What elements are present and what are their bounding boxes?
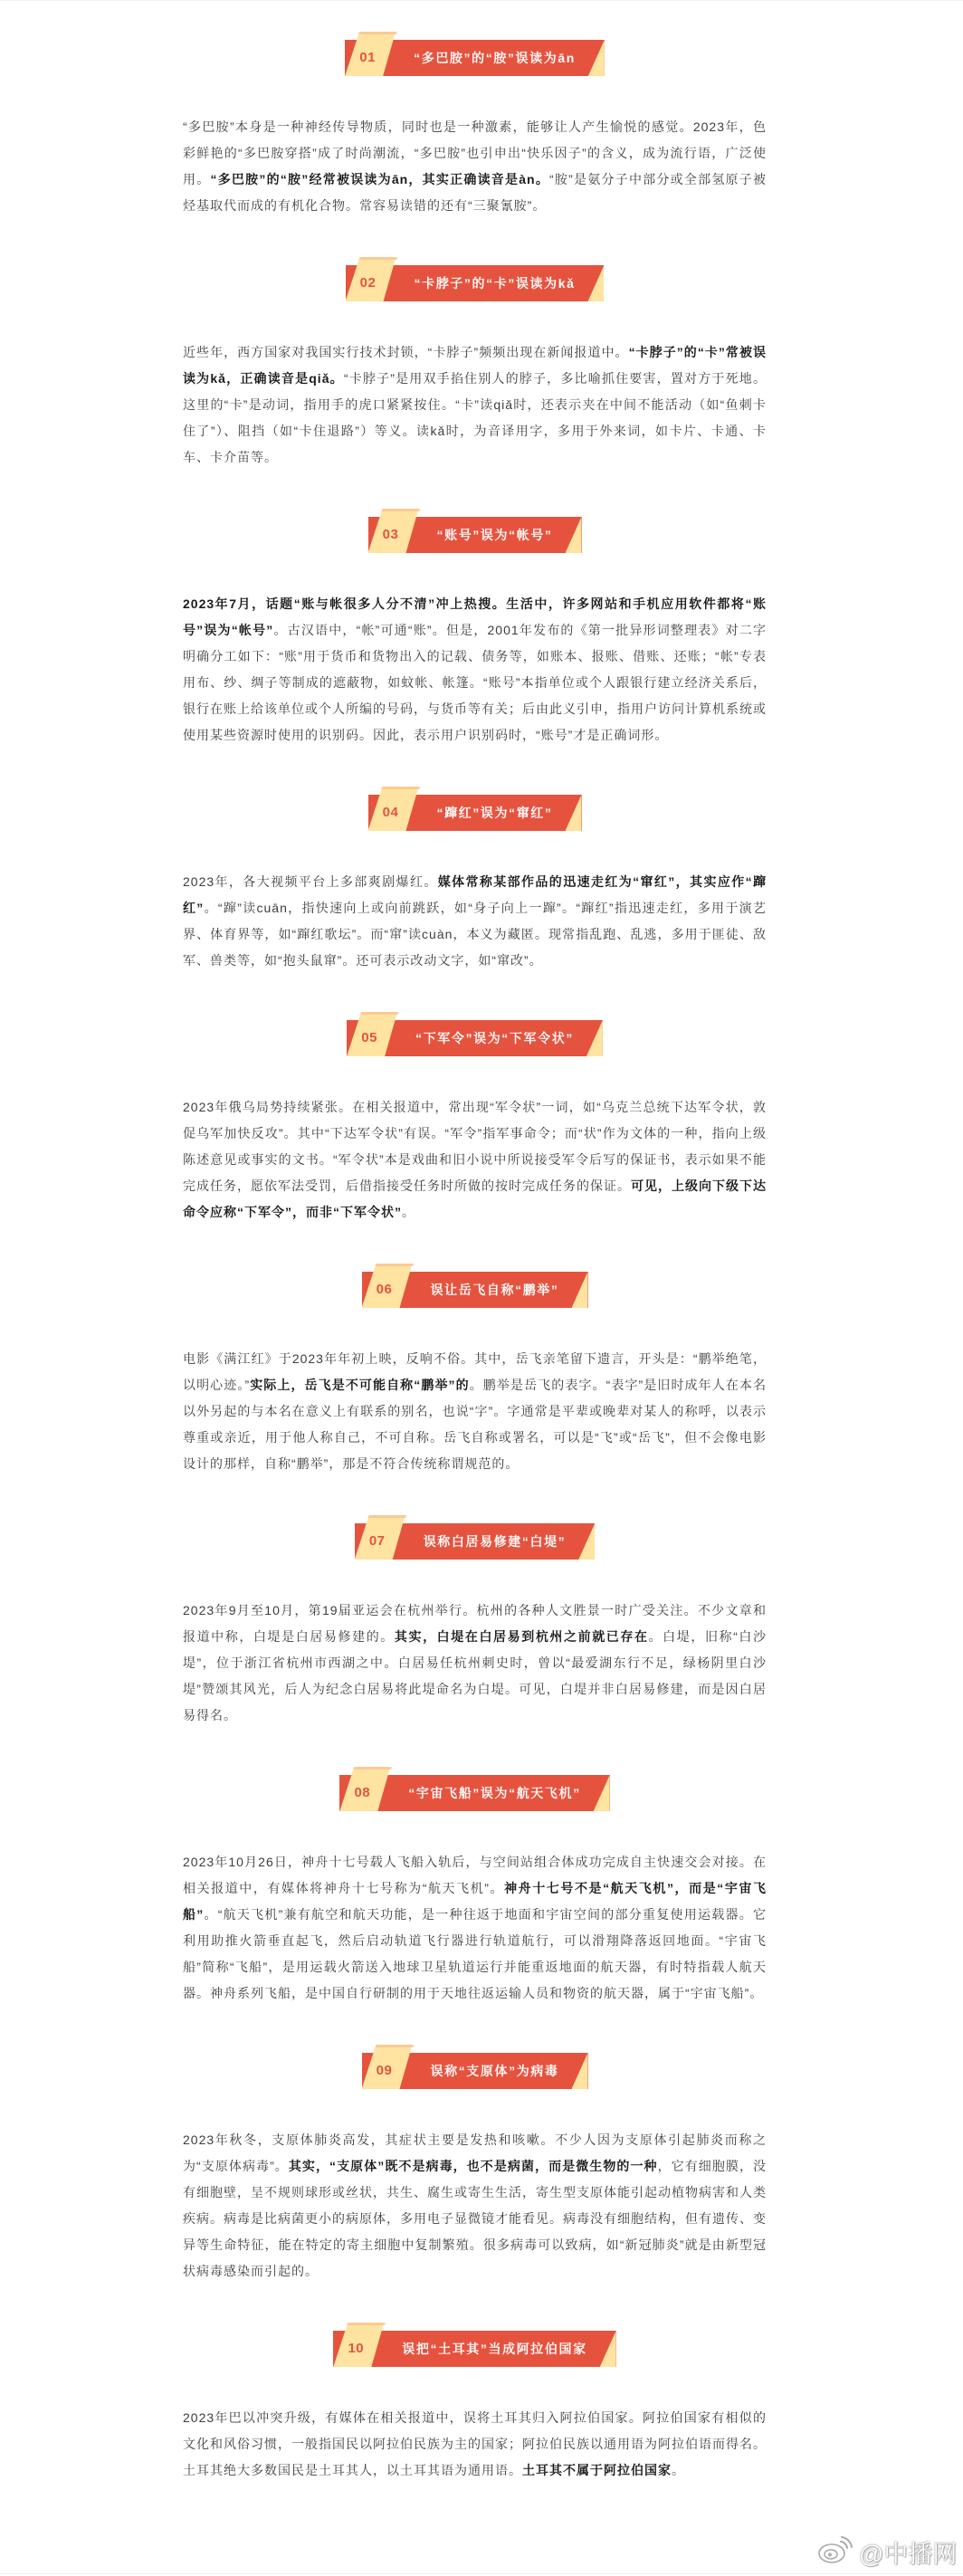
section-number: 05 [361, 1030, 377, 1045]
badge-corner-decoration [566, 517, 582, 553]
section-header [183, 1523, 767, 1560]
body-text: “胺”是氨分子中部分或全部氢原子被烃基取代而成的有机化合物。常容易读错的还有“三聚氰胺”。 [183, 172, 768, 213]
body-text: 。 [402, 1205, 415, 1219]
section-header [183, 40, 767, 76]
body-highlight: “多巴胺”的“胺”经常被误读为ān，其实正确读音是àn。 [210, 172, 550, 186]
section-number: 02 [359, 275, 377, 291]
badge-tab-shadow [368, 509, 421, 511]
section-badge [345, 40, 605, 76]
section-badge [333, 2331, 615, 2367]
watermark [817, 2534, 957, 2570]
section-number: 08 [354, 1785, 371, 1800]
section-number: 06 [376, 1282, 393, 1297]
section-badge [362, 2053, 588, 2089]
section-title: 误称“支原体”为病毒 [430, 2064, 559, 2078]
badge-tab-shadow [346, 257, 398, 260]
section-body [183, 1598, 767, 1729]
body-text: 。“航天飞机”兼有航空和航天功能，是一种往返于地面和宇宙空间的部分重复使用运载器。它利用助推火箭垂直起飞，然后启动轨道飞行器进行轨道航行，可以滑翔降落返回地面。“宇宙飞船”简称“飞船”，是用运载火箭送入地球卫星轨道运行并能重返地面的航天器，有时特指载人航天器。神舟系列飞船，是中国自行研制的用于天地往返运输人员和物资的航天器，属于“宇宙飞船”。 [183, 1907, 767, 2000]
section-badge [355, 1523, 596, 1560]
badge-tab-shadow [345, 32, 397, 34]
badge-tab-shadow [339, 1767, 392, 1770]
body-text: 2023年俄乌局势持续紧张。在相关报道中，常出现“军令状”一词，如“乌克兰总统下达军令状，敦促乌军加快反攻”。其中“下达军令状”有误。“军令”指军事命令；而“状”作为文体的一种，指向上级陈述意见或事实的文书。“军令状”本是戏曲和旧小说中所说接受军令后写的保证书，表示如果不能完成任务，愿依军法受罚，后借指接受任务时所做的按时完成任务的保证。 [183, 1100, 767, 1193]
section-badge [347, 1020, 603, 1056]
section-header [183, 2331, 767, 2367]
badge-tab-shadow [333, 2323, 386, 2325]
section-header [183, 517, 767, 553]
body-highlight: “卡脖子”的“卡”常被误读为kǎ，正确读音是qiǎ。 [183, 345, 768, 386]
section-09 [183, 2053, 767, 2285]
body-text: 。 [672, 2463, 685, 2477]
section-08 [183, 1775, 767, 2007]
section-header [183, 1020, 767, 1056]
section-body [183, 2405, 767, 2484]
body-text: ，它有细胞膜，没有细胞壁，呈不规则球形或丝状，共生、腐生或寄生生活，寄生型支原体能引起动植物病害和人类疾病。病毒是比病菌更小的病原体，多用电子显微镜才能看见。病毒没有细胞结构，但有遗传、变异等生命特征，能在特定的寄主细胞中复制繁殖。很多病毒可以致病，如“新冠肺炎”就是由新型冠状病毒感染而引起的。 [183, 2159, 768, 2278]
section-number: 07 [368, 1533, 386, 1549]
section-title: 误把“土耳其”当成阿拉伯国家 [402, 2342, 587, 2356]
section-header [183, 265, 767, 301]
section-body [183, 591, 767, 749]
badge-tab-shadow [347, 1012, 399, 1015]
section-07 [183, 1523, 767, 1729]
badge-tab-shadow [362, 1264, 415, 1266]
section-body [183, 1346, 767, 1477]
section-body [183, 869, 767, 974]
body-text: 2023年巴以冲突升级，有媒体在相关报道中，误将土耳其归入阿拉伯国家。阿拉伯国家有相似的文化和风俗习惯，一般指国民以阿拉伯民族为主的国家；阿拉伯民族以通用语为阿拉伯语而得名。土耳其绝大多数国民是土耳其人，以土耳其语为通用语。 [183, 2410, 767, 2477]
section-05 [183, 1020, 767, 1226]
section-06 [183, 1272, 767, 1477]
section-header [183, 795, 767, 831]
body-text: “卡脖子”是用双手掐住别人的脖子，多比喻抓住要害，置对方于死地。这里的“卡”是动词，指用手的虎口紧紧按住。“卡”读qiǎ时，还表示夹在中间不能活动（如“鱼刺卡住了”）、阻挡（如“卡住退路”）等义。读kǎ时，为音译用字，多用于外来词，如卡片、卡通、卡车、卡介苗等。 [183, 371, 767, 464]
section-10 [183, 2331, 767, 2484]
body-text: 。“蹿”读cuān，指快速向上或向前跳跃，如“身子向上一蹿”。“蹿红”指迅速走红，多用于演艺界、体育界等，如“蹿红歌坛”。而“窜”读cuàn，本义为藏匿。现常指乱跑、乱逃，多用于匪徒、敌军、兽类等，如“抱头鼠窜”。还可表示改动文字，如“窜改”。 [183, 901, 767, 968]
body-highlight: 实际上，岳飞是不可能自称“鹏举”的 [250, 1378, 470, 1392]
section-04 [183, 795, 767, 974]
body-highlight: 其实，“支原体”既不是病毒，也不是病菌，而是微生物的一种 [288, 2159, 658, 2173]
section-body [183, 2127, 767, 2285]
body-text: 电影《满江红》于2023年年初上映，反响不俗。其中，岳飞亲笔留下遗言，开头是：“鹏举绝笔，以明心迹。” [183, 1351, 767, 1392]
body-highlight: 土耳其不属于阿拉伯国家 [522, 2463, 672, 2477]
badge-corner-decoration [600, 2331, 616, 2367]
section-header [183, 2053, 767, 2089]
article-column [183, 0, 767, 2530]
section-title: 误让岳飞自称“鹏举” [430, 1283, 559, 1297]
section-header [183, 1272, 767, 1308]
section-badge [368, 517, 582, 553]
body-text: 2023年9月至10月，第19届亚运会在杭州举行。杭州的各种人文胜景一时广受关注。不少文章和报道中称，白堤是白居易修建的。 [183, 1603, 767, 1644]
section-03 [183, 517, 767, 749]
body-highlight: 可见，上级向下级下达命令应称“下军令”，而非“下军令状” [183, 1178, 767, 1219]
body-text: “多巴胺”本身是一种神经传导物质，同时也是一种激素，能够让人产生愉悦的感觉。2023年，色彩鲜艳的“多巴胺穿搭”成了时尚潮流，“多巴胺”也引申出“快乐因子”的含义，成为流行语，广泛使用。 [183, 119, 767, 186]
body-highlight: 媒体常称某部作品的迅速走红为“窜红”，其实应作“蹿红” [183, 874, 767, 915]
body-text: 2023年，各大视频平台上多部爽剧爆红。 [183, 874, 438, 889]
body-highlight: 2023年7月，话题“账与帐很多人分不清”冲上热搜。生活中，许多网站和手机应用软件都将“账号”误为“帐号” [183, 596, 767, 637]
section-title: “下军令”误为“下军令状” [415, 1031, 574, 1045]
section-body [183, 1849, 767, 2007]
section-number: 04 [382, 805, 399, 820]
section-body [183, 114, 767, 219]
section-body [183, 1094, 767, 1226]
badge-corner-decoration [572, 1272, 588, 1308]
section-badge [346, 265, 605, 301]
section-number: 03 [382, 527, 399, 542]
badge-tab-shadow [368, 787, 421, 789]
section-badge [362, 1272, 588, 1308]
section-title: “蹿红”误为“窜红” [436, 806, 553, 820]
section-01 [183, 40, 767, 219]
body-highlight: 神舟十七号不是“航天飞机”，而是“宇宙飞船” [183, 1881, 767, 1922]
section-title: 误称白居易修建“白堤” [423, 1534, 567, 1549]
bottom-border [0, 2573, 963, 2574]
section-number: 10 [348, 2341, 365, 2356]
body-text: 。鹏举是岳飞的表字。“表字”是旧时成年人在本名以外另起的与本名在意义上有联系的别名，也说“字”。字通常是平辈或晚辈对某人的称呼，以表示尊重或亲近，用于他人称自己，不可自称。岳飞自称或署名，可以是“飞”或“岳飞”，但不会像电影设计的那样，自称“鹏举”，那是不符合传统称谓规范的。 [183, 1378, 767, 1471]
section-title: “卡脖子”的“卡”误读为kǎ [414, 276, 576, 291]
section-number: 01 [359, 50, 376, 65]
section-number: 09 [376, 2063, 393, 2078]
section-02 [183, 265, 767, 471]
body-text: 2023年秋冬，支原体肺炎高发，其症状主要是发热和咳嗽。不少人因为支原体引起肺炎而称之为“支原体病毒”。 [183, 2132, 767, 2173]
watermark-text: @中播网 [859, 2541, 958, 2568]
badge-corner-decoration [594, 1775, 610, 1811]
body-text: 2023年10月26日，神舟十七号载人飞船入轨后，与空间站组合体成功完成自主快速交会对接。在相关报道中，有媒体将神舟十七号称为“航天飞机”。 [183, 1855, 767, 1895]
body-text: 近些年，西方国家对我国实行技术封锁，“卡脖子”频频出现在新闻报道中。 [183, 345, 629, 359]
badge-tab-shadow [362, 2045, 415, 2047]
section-title: “账号”误为“帐号” [436, 528, 553, 542]
section-header [183, 1775, 767, 1811]
weibo-icon [817, 2535, 853, 2569]
badge-tab-shadow [355, 1515, 407, 1518]
section-body [183, 339, 767, 471]
badge-corner-decoration [578, 1523, 595, 1560]
body-text: 。古汉语中，“帐”可通“账”。但是，2001年发布的《第一批异形词整理表》对二字明确分工如下：“账”用于货币和货物出入的记载、债务等，如账本、报账、借账、还账；“帐”专表用布、纱、绸子等制成的遮蔽物，如蚊帐、帐篷。“账号”本指单位或个人跟银行建立经济关系后，银行在账上给该单位或个人所编的号码，与货币等有关；后由此义引申，指用户访问计算机系统或使用某些资源时使用的识别码。因此，表示用户识别码时，“账号”才是正确词形。 [183, 623, 768, 742]
badge-corner-decoration [588, 40, 605, 76]
badge-corner-decoration [586, 1020, 603, 1056]
badge-corner-decoration [587, 265, 604, 301]
section-badge [339, 1775, 609, 1811]
badge-corner-decoration [572, 2053, 588, 2089]
section-title: “宇宙飞船”误为“航天飞机” [408, 1786, 581, 1800]
section-title: “多巴胺”的“胺”误读为ān [414, 51, 576, 65]
body-text: 。白堤，旧称“白沙堤”，位于浙江省杭州市西湖之中。白居易任杭州刺史时，曾以“最爱湖东行不足，绿杨阴里白沙堤”赞颂其风光，后人为纪念白居易将此堤命名为白堤。可见，白堤并非白居易修建，而是因白居易得名。 [183, 1629, 768, 1722]
section-badge [368, 795, 582, 831]
body-highlight: 其实，白堤在白居易到杭州之前就已存在 [394, 1629, 649, 1644]
badge-corner-decoration [566, 795, 582, 831]
